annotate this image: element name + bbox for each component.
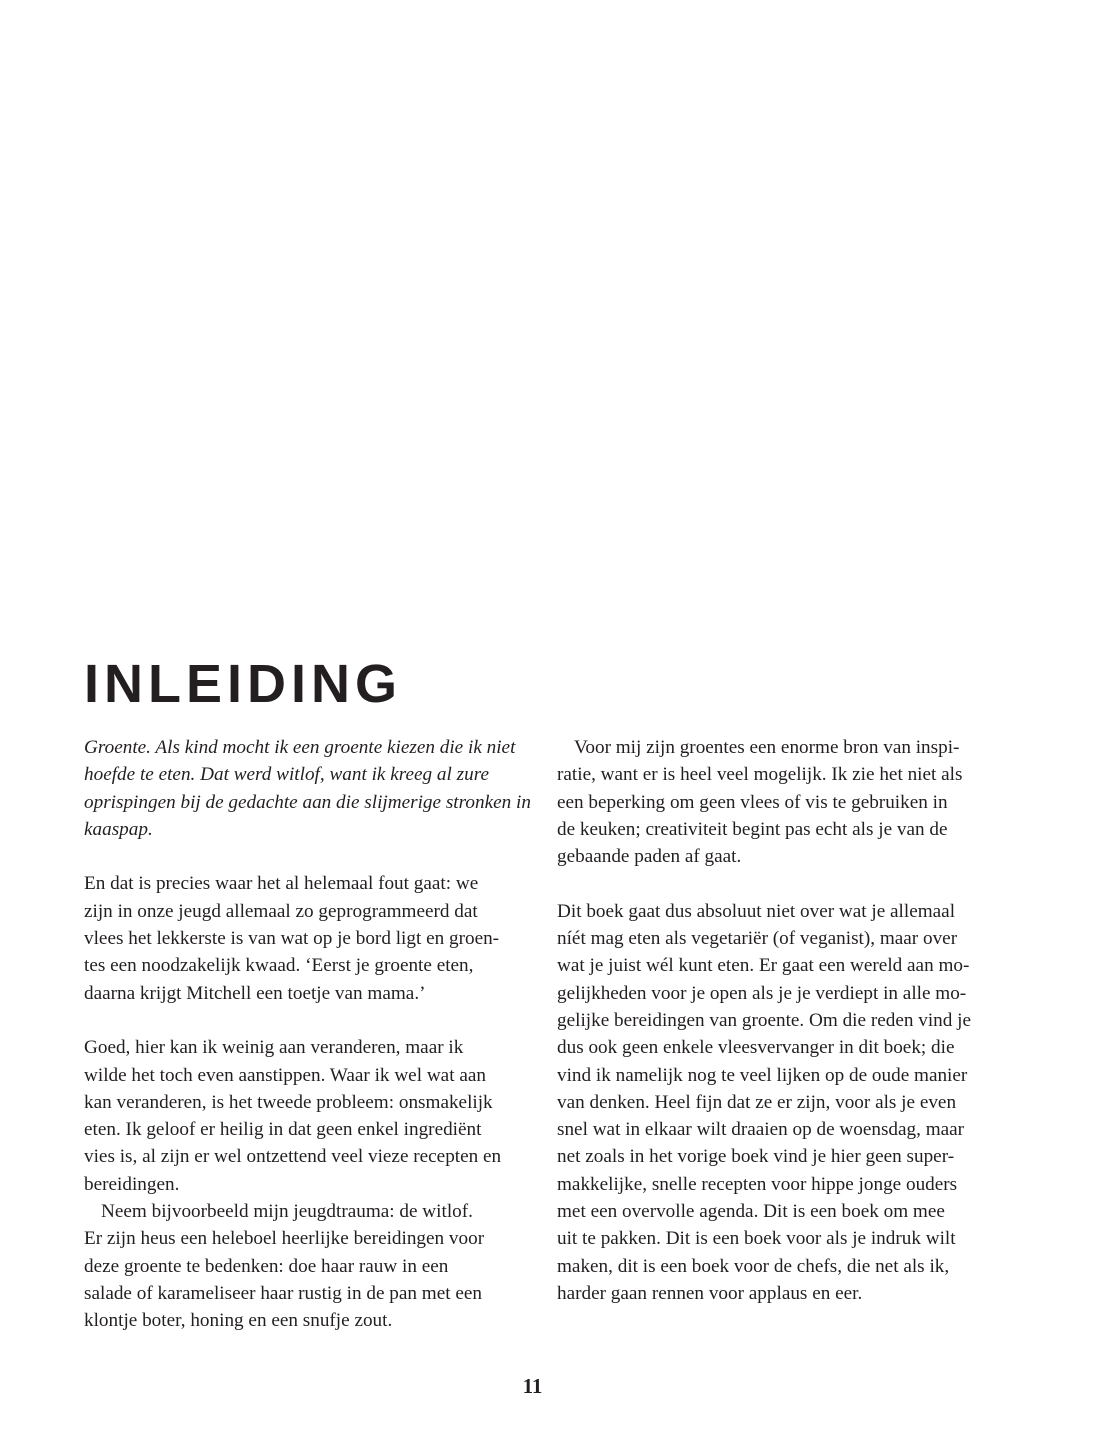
text-line: Dit boek gaat dus absoluut niet over wat je allemaal [557, 900, 956, 922]
paragraph-spacer [557, 870, 997, 897]
text-line: ratie, want er is heel veel mogelijk. Ik zie het niet als [557, 764, 963, 786]
text-line: wat je juist wél kunt eten. Er gaat een wereld aan mo- [557, 955, 970, 977]
text-line: daarna krijgt Mitchell een toetje van mama.’ [84, 982, 426, 1004]
page-number: 11 [522, 1374, 543, 1398]
body-paragraph [84, 1198, 524, 1334]
text-line: bereidingen. [84, 1173, 180, 1195]
paragraph-spacer [84, 1007, 524, 1034]
right-column [557, 734, 997, 1307]
text-line: zijn in onze jeugd allemaal zo geprogrammeerd dat [84, 900, 478, 922]
body-paragraph [84, 870, 524, 1006]
text-line: gelijkheden voor je open als je je verdiept in alle mo- [557, 982, 967, 1004]
text-line: Groente. Als kind mocht ik een groente kiezen die ik niet [84, 737, 516, 758]
body-paragraph [84, 1034, 524, 1198]
chapter-title: INLEIDING [84, 654, 403, 714]
text-line: wilde het toch even aanstippen. Waar ik wel wat aan [84, 1064, 486, 1086]
text-line: kaaspap. [84, 818, 153, 840]
intro-paragraph [84, 734, 531, 843]
paragraph-spacer [84, 843, 524, 870]
text-line: hoefde te eten. Dat werd witlof, want ik kreeg al zure [84, 764, 489, 786]
text-line: klontje boter, honing en een snufje zout. [84, 1310, 393, 1332]
body-paragraph [557, 898, 997, 1307]
text-line: van denken. Heel fijn dat ze er zijn, voor als je even [557, 1091, 957, 1113]
text-line: vlees het lekkerste is van wat op je bord ligt en groen- [84, 928, 500, 950]
text-line: níét mag eten als vegetariër (of veganist), maar over [557, 928, 958, 950]
text-line: dus ook geen enkele vleesvervanger in dit boek; die [557, 1037, 955, 1059]
text-line: tes een noodzakelijk kwaad. ‘Eerst je groente eten, [84, 955, 474, 977]
text-line: gebaande paden af gaat. [557, 846, 742, 868]
text-line: uit te pakken. Dit is een boek voor als je indruk wilt [557, 1228, 956, 1250]
text-line: snel wat in elkaar wilt draaien op de woensdag, maar [557, 1119, 965, 1141]
text-line: een beperking om geen vlees of vis te gebruiken in [557, 791, 948, 813]
text-line: En dat is precies waar het al helemaal fout gaat: we [84, 873, 479, 895]
text-line: net zoals in het vorige boek vind je hier geen super- [557, 1146, 955, 1168]
text-line: Er zijn heus een heleboel heerlijke bereidingen voor [84, 1228, 485, 1250]
text-line: kan veranderen, is het tweede probleem: onsmakelijk [84, 1091, 493, 1113]
text-line: harder gaan rennen voor applaus en eer. [557, 1282, 863, 1304]
text-line: vies is, al zijn er wel ontzettend veel vieze recepten en [84, 1146, 502, 1168]
text-line: met een overvolle agenda. Dit is een boek om mee [557, 1201, 945, 1223]
text-line: Goed, hier kan ik weinig aan veranderen, maar ik [84, 1037, 464, 1059]
text-line: vind ik namelijk nog te veel lijken op de oude manier [557, 1064, 968, 1086]
text-line: salade of karameliseer haar rustig in de pan met een [84, 1282, 482, 1304]
text-line: makkelijke, snelle recepten voor hippe jonge ouders [557, 1173, 958, 1195]
text-line: gelijke bereidingen van groente. Om die reden vind je [557, 1009, 971, 1031]
text-line: eten. Ik geloof er heilig in dat geen enkel ingrediënt [84, 1119, 482, 1141]
text-line: oprispingen bij de gedachte aan die slijmerige stronken in [84, 791, 531, 813]
left-column [84, 734, 531, 1335]
text-line: deze groente te bedenken: doe haar rauw in een [84, 1255, 449, 1277]
text-line: Voor mij zijn groentes een enorme bron van inspi- [574, 737, 960, 758]
text-line: Neem bijvoorbeeld mijn jeugdtrauma: de witlof. [101, 1201, 473, 1223]
body-paragraph [557, 734, 997, 870]
text-line: de keuken; creativiteit begint pas echt als je van de [557, 818, 948, 840]
text-line: maken, dit is een boek voor de chefs, die net als ik, [557, 1255, 950, 1277]
